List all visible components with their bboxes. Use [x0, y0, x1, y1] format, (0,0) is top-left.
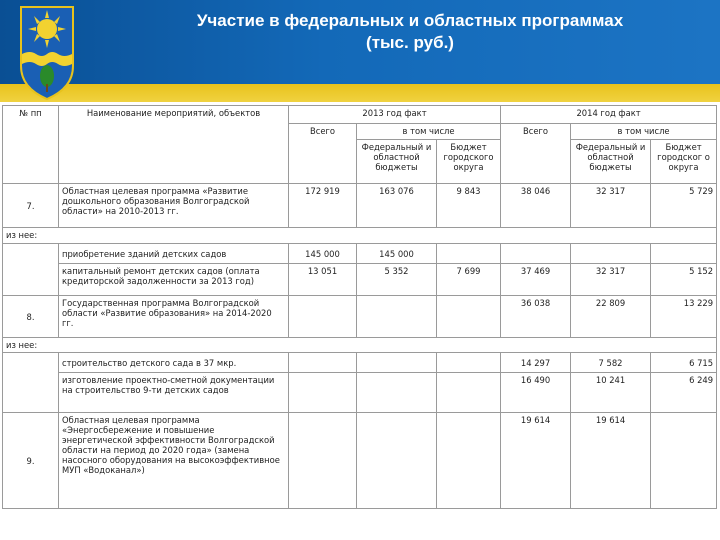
cell-federal-2013: 5 352 — [357, 264, 437, 296]
table-row — [3, 373, 717, 413]
cell-city-2013 — [437, 373, 501, 413]
cell-federal-2014: 22 809 — [571, 296, 651, 338]
row-number: 7. — [3, 184, 59, 228]
cell-city-2014 — [651, 244, 717, 264]
cell-total-2014: 16 490 — [501, 373, 571, 413]
page-title — [110, 10, 710, 54]
row-number: 9. — [3, 413, 59, 509]
row-name: строительство детского сада в 37 мкр. — [59, 353, 289, 373]
cell-total-2014: 38 046 — [501, 184, 571, 228]
title-line-2: (тыс. руб.) — [366, 33, 454, 52]
table-row — [3, 413, 717, 509]
col-header-city-2014: Бюджет городског о округа — [651, 140, 717, 184]
yellow-stripe — [0, 84, 720, 102]
cell-federal-2014: 7 582 — [571, 353, 651, 373]
cell-total-2013 — [289, 353, 357, 373]
cell-federal-2014: 32 317 — [571, 184, 651, 228]
cell-federal-2013: 163 076 — [357, 184, 437, 228]
row-number — [3, 264, 59, 296]
col-header-total-2013: Всего — [289, 124, 357, 184]
cell-federal-2013 — [357, 353, 437, 373]
cell-total-2014: 19 614 — [501, 413, 571, 509]
cell-total-2013 — [289, 373, 357, 413]
cell-total-2013: 172 919 — [289, 184, 357, 228]
col-header-including-2013: в том числе — [357, 124, 501, 140]
cell-federal-2014: 10 241 — [571, 373, 651, 413]
cell-total-2013 — [289, 413, 357, 509]
cell-total-2014: 14 297 — [501, 353, 571, 373]
col-header-2013: 2013 год факт — [289, 106, 501, 124]
cell-federal-2014 — [571, 244, 651, 264]
cell-federal-2013 — [357, 413, 437, 509]
cell-total-2013: 13 051 — [289, 264, 357, 296]
cell-city-2013 — [437, 244, 501, 264]
col-header-city-2013: Бюджет городского округа — [437, 140, 501, 184]
cell-city-2014 — [651, 413, 717, 509]
coat-of-arms-icon — [18, 4, 76, 102]
row-name: Государственная программа Волгоградской области «Развитие образования» на 2014-2020 гг. — [59, 296, 289, 338]
table-subhead-row — [3, 228, 717, 244]
col-header-federal-2013: Федеральный и областной бюджеты — [357, 140, 437, 184]
programs-table — [2, 105, 717, 509]
cell-city-2014: 13 229 — [651, 296, 717, 338]
table-row — [3, 296, 717, 338]
table-row — [3, 184, 717, 228]
cell-city-2013: 7 699 — [437, 264, 501, 296]
cell-federal-2014: 32 317 — [571, 264, 651, 296]
col-header-total-2014: Всего — [501, 124, 571, 184]
cell-federal-2013: 145 000 — [357, 244, 437, 264]
row-name: Областная целевая программа «Развитие дошкольного образования Волгоградской области» на 2010-2013 гг. — [59, 184, 289, 228]
row-name: Областная целевая программа «Энергосбережение и повышение энергетической эффективности Волгоградской области на период до 2020 года» (замена насосного оборудования на высокоэффективное МУП «Водоканал») — [59, 413, 289, 509]
cell-total-2013 — [289, 296, 357, 338]
cell-federal-2013 — [357, 296, 437, 338]
cell-city-2014: 6 715 — [651, 353, 717, 373]
table-row — [3, 353, 717, 373]
cell-total-2014: 36 038 — [501, 296, 571, 338]
header-row-years — [3, 106, 717, 124]
cell-city-2013 — [437, 353, 501, 373]
row-name: изготовление проектно-сметной документации на строительство 9-ти детских садов — [59, 373, 289, 413]
cell-city-2014: 6 249 — [651, 373, 717, 413]
cell-city-2014: 5 729 — [651, 184, 717, 228]
row-name: капитальный ремонт детских садов (оплата кредиторской задолженности за 2013 год) — [59, 264, 289, 296]
subhead-label: из нее: — [3, 338, 717, 353]
table-row — [3, 264, 717, 296]
col-header-federal-2014: Федеральный и областной бюджеты — [571, 140, 651, 184]
col-header-name: Наименование мероприятий, объектов — [59, 106, 289, 184]
cell-total-2014 — [501, 244, 571, 264]
cell-city-2014: 5 152 — [651, 264, 717, 296]
subhead-label: из нее: — [3, 228, 717, 244]
row-name: приобретение зданий детских садов — [59, 244, 289, 264]
row-number — [3, 353, 59, 373]
row-number — [3, 373, 59, 413]
cell-federal-2014: 19 614 — [571, 413, 651, 509]
cell-city-2013 — [437, 413, 501, 509]
cell-total-2013: 145 000 — [289, 244, 357, 264]
table-subhead-row — [3, 338, 717, 353]
table-row — [3, 244, 717, 264]
col-header-2014: 2014 год факт — [501, 106, 717, 124]
col-header-no: № пп — [3, 106, 59, 184]
cell-city-2013 — [437, 296, 501, 338]
cell-city-2013: 9 843 — [437, 184, 501, 228]
title-line-1: Участие в федеральных и областных программах — [196, 11, 624, 30]
row-number — [3, 244, 59, 264]
row-number: 8. — [3, 296, 59, 338]
cell-federal-2013 — [357, 373, 437, 413]
cell-total-2014: 37 469 — [501, 264, 571, 296]
col-header-including-2014: в том числе — [571, 124, 717, 140]
